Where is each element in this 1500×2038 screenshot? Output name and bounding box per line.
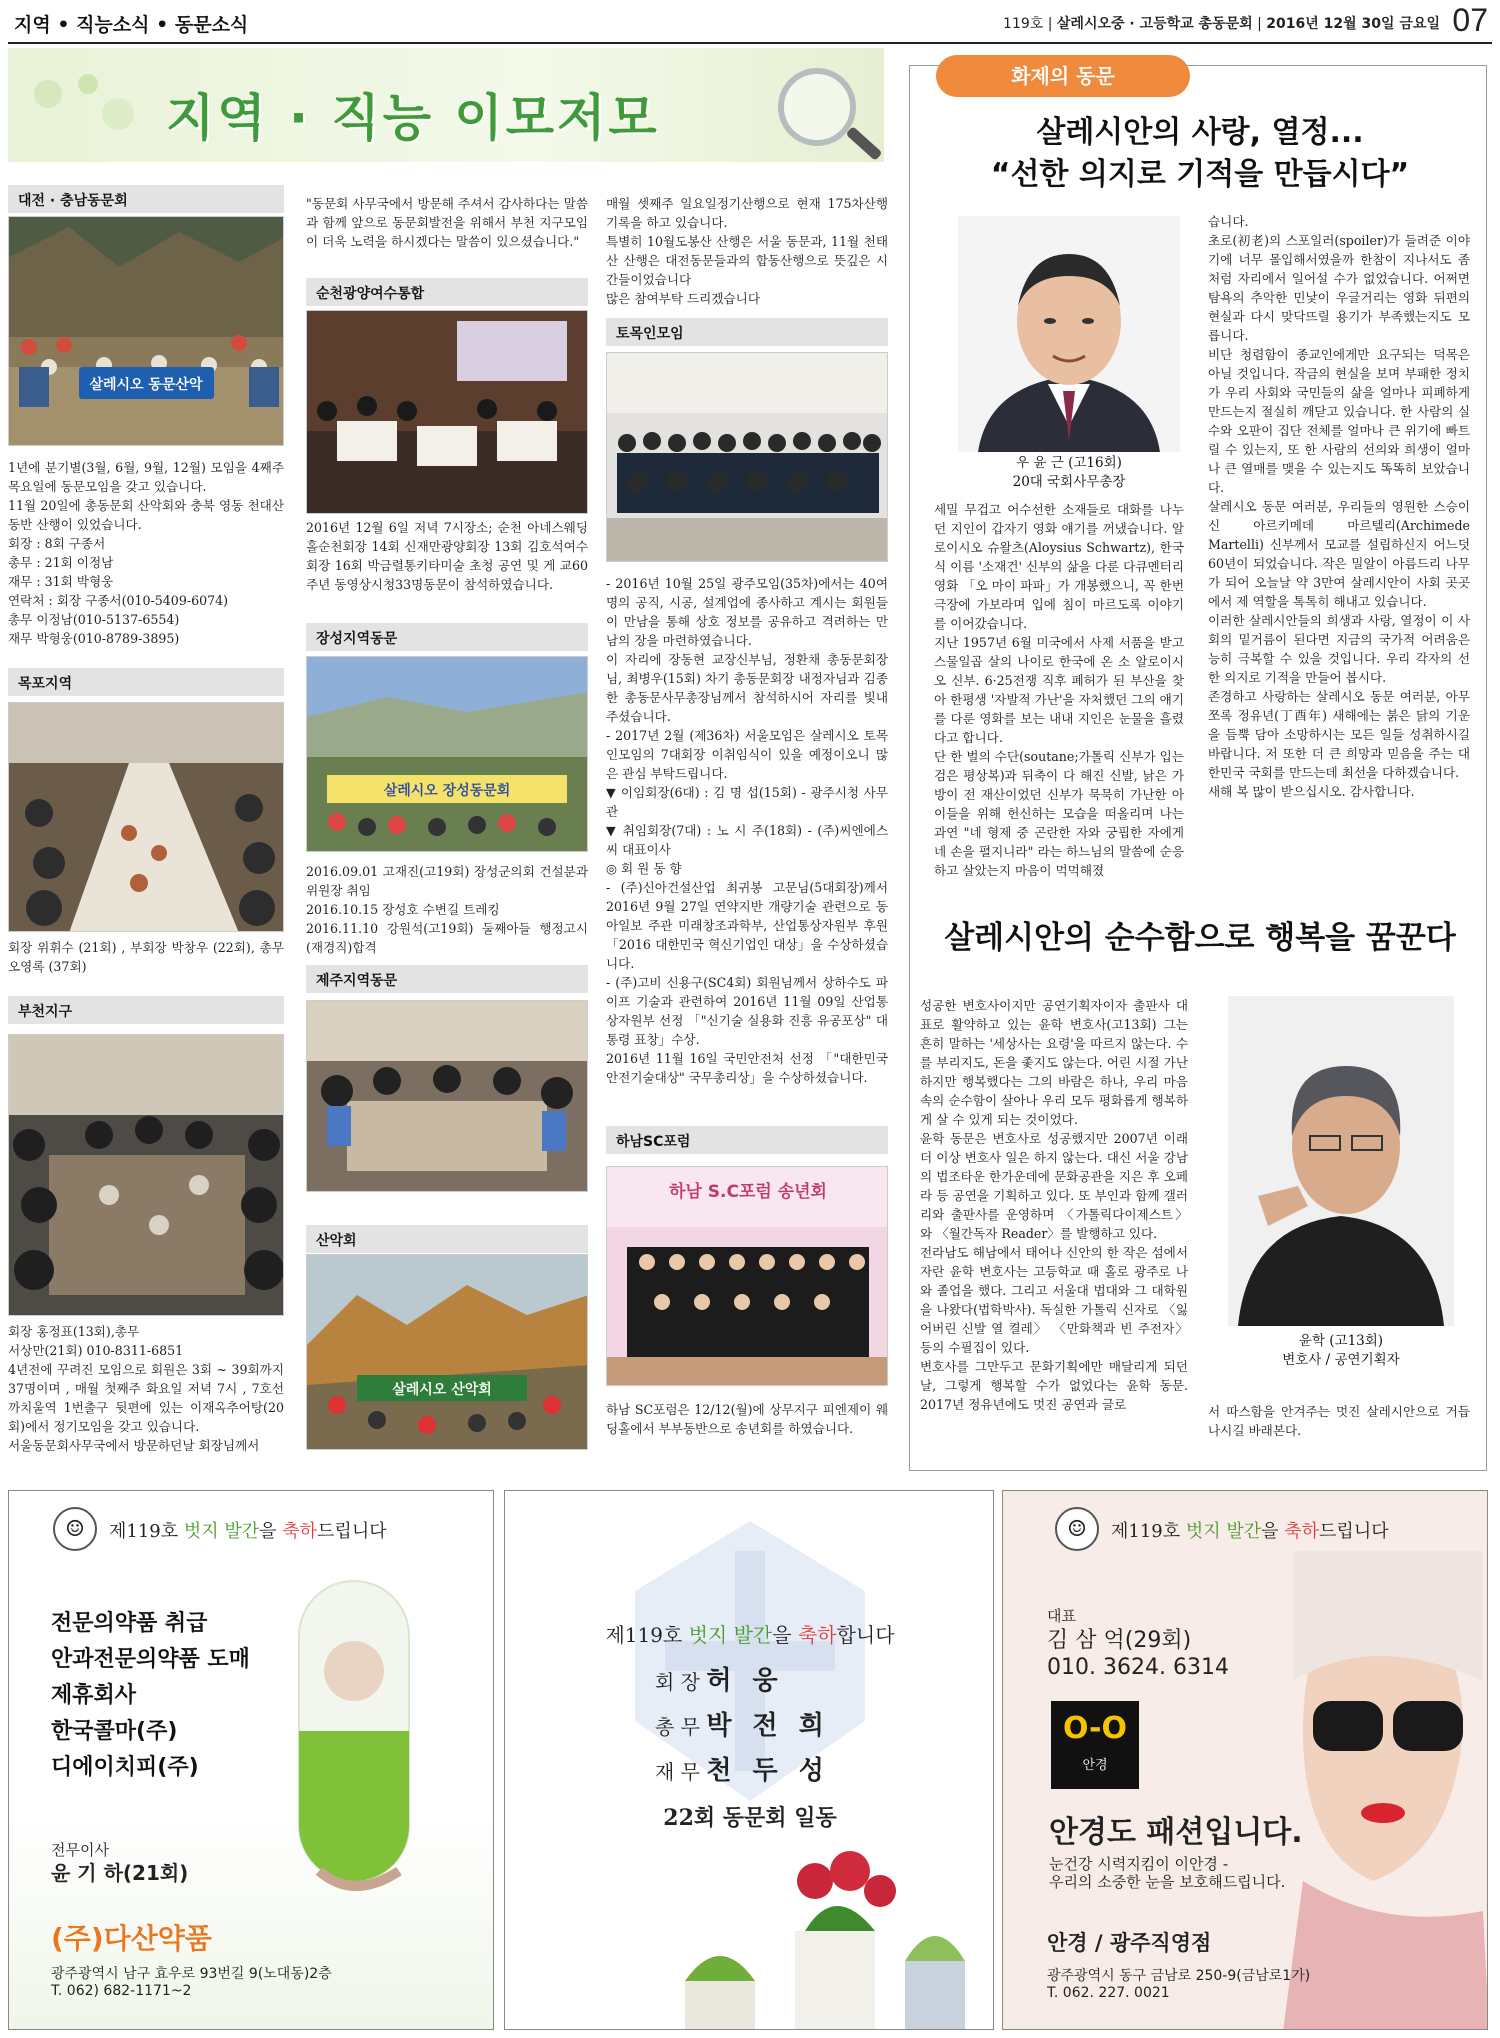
label-jangseong: 장성지역동문 <box>306 623 588 651</box>
feature-headline: 살레시안의 사랑, 열정... “선한 의지로 기적을 만듭시다” <box>990 115 1410 192</box>
text-tokmok: - 2016년 10월 25일 광주모임(35차)에서는 40여 명의 공직, 시공, 설계업에 종사하고 계시는 회원들이 만남을 통해 상호 정보를 공유하고 격려하는 만남의 장을 마련하였습니다. 이 자리에 장동현 교장신부님, 정환채 총동문회장님, 최병우(15회) 차기 총동문회장 내정자님과 김종한 총동문사무총장님께서 참석하시어 자리를 빛내 주셨습니다. - 2017년 2월 (제36차) 서울모임은 살레시오 토목인모임의 7대회장 이취임식이 있을 예정이오니 많은 관심 부탁드립니다. ▼ 이임회장(6대) : 김 명 섭(15회) - 광주시청 사무관 ▼ 취임회장(7대) : 노 시 주(18회) - (주)씨엔에스씨 대표이사 ◎ 회 원 동 향 - (주)신아건설산업 최귀봉 고문님(5대회장)께서 2016년 9월 27일 연약지반 개량기술 관련으로 동아일보 주관 미래창조과학부, 산업통상자원부 후원 「2016 대한민국 혁신기업인 대상」을 수상하셨습니다. - (주)고비 신용구(SC4회) 회원님께서 상하수도 파이프 기술과 관련하여 2016년 11월 09일 산업통상자원부 선정 「"신기술 실용화 진흥 유공포상" 대통령 표창」수상. 2016년 11월 16일 국민안전처 선정 「"대한민국 안전기술대상" 국무총리상」을 수상하셨습니다. <box>606 576 888 1085</box>
text-suncheon: 2016년 12월 6일 저녁 7시장소; 순천 아네스웨딩 홀순천회장 14회 신재만광양회장 13회 김호석여수회장 16회 박금렬통키타미술 초청 공연 및 게 교60주년 동영상시청33명동문이 참석하였습니다. <box>306 520 588 592</box>
photo-suncheon-event <box>306 310 588 514</box>
model-sunglasses-image <box>1263 1551 1488 2030</box>
officer-row: 총 무 박 전 희 <box>655 1711 830 1741</box>
text-sanak: 매월 셋째주 일요일정기산행으로 현재 175차산행기록을 하고 있습니다. 특별히 10월도봉산 산행은 서울 동문과, 11월 천태산 산행은 대전동문들과의 합동산행으로 뜻깊은 시간들이었습니다 많은 참여부탁 드리겠습니다 <box>606 196 888 306</box>
photo-mokpo-dinner <box>8 702 284 932</box>
caption-yoon: 윤학 (고13회) 변호사 / 공연기획자 <box>1282 1333 1400 1368</box>
label-daejeon: 대전 · 충남동문회 <box>8 185 284 213</box>
ad-congrats-head: 제119호 벗지 발간을 축하드립니다 <box>1111 1521 1389 1542</box>
portrait-yoon-hak <box>1228 996 1454 1326</box>
banner-title: 지역 · 직능 이모저모 <box>166 89 660 147</box>
ad-22th-alumni <box>504 1490 994 2030</box>
ad3-rep-label: 대표 <box>1047 1607 1076 1625</box>
flower-pots-icon <box>655 1841 985 2030</box>
section-title: 지역 • 직능소식 • 동문소식 <box>14 14 249 36</box>
text-bucheon: 회장 홍정표(13회),총무 서상만(21회) 010-8311-6851 4년전에 꾸려진 모임으로 회원은 3회 ~ 39회까지 37명이며 , 매월 첫째주 화요일 저녁 7시 , 7호선 까치울역 1번출구 뒷편에 있는 이재옥추어탕(20회)에서 정기모임을 갖고 있습니다. 서울동문회사무국에서 방문하던날 회장님께서 <box>8 1324 284 1453</box>
ad3-tel: T. 062. 227. 0021 <box>1047 1985 1170 2001</box>
text-hanam: 하남 SC포럼은 12/12(월)에 상무지구 피엔제이 웨딩홀에서 부부동반으로 송년회를 하였습니다. <box>606 1402 888 1436</box>
ad1-tel: T. 062) 682-1171~2 <box>51 1983 192 1999</box>
ad2-officers <box>655 1659 830 1794</box>
feature-text-left: 세밀 무겁고 어수선한 소재들로 대화를 나누던 지인이 갑자기 영화 얘기를 꺼냈습니다. 알로이시오 슈왈츠(Aloysius Schwartz), 한국식 이름 '소재건' 신부의 삶을 다룬 다큐멘터리 영화 「오 마이 파파」가 개봉했으니, 꼭 한번 극장에 가보라며 입에 침이 마르도록 이야기를 이어갔습니다. 지난 1957년 6월 미국에서 사제 서품을 받고 스물일곱 살의 나이로 한국에 온 소 알로이시오 신부. 6·25전쟁 직후 폐허가 된 부산을 찾아 한평생 '자발적 가난'을 자처했던 그의 얘기를 다룬 영화를 보는 내내 지인은 눈물을 흘렸다고 합니다. 단 한 벌의 수단(soutane;가톨릭 신부가 입는 검은 평상복)과 뒤축이 다 해진 신발, 낡은 가방이 전 재산이었던 신부가 묵묵히 가난한 아이들을 위해 헌신하는 모습을 떠올리며 나는 과연 "네 형제 중 곤란한 자와 궁핍한 자에게 네 손을 펼지니라" 라는 하느님의 말씀에 순응하고 살았는지 마음이 먹먹해졌 <box>934 502 1184 878</box>
label-bucheon: 부천지구 <box>8 996 284 1024</box>
ad3-rep-name: 김 삼 억(29회) <box>1047 1628 1192 1653</box>
ad1-name: 윤 기 하(21회) <box>51 1861 189 1885</box>
eyewear-logo-sub: 안경 <box>1082 1758 1108 1773</box>
photo-banner-text: 하남 S.C포럼 송년회 <box>669 1182 827 1202</box>
ad-eyewear <box>1002 1490 1488 2030</box>
officer-row: 회 장 허 웅 <box>655 1666 784 1696</box>
photo-hanam-yearend <box>606 1166 888 1386</box>
alumni-badge-icon: ☺ <box>1055 1507 1099 1551</box>
label-mokpo: 목포지역 <box>8 668 284 696</box>
feature-headline-2: 살레시안의 순수함으로 행복을 꿈꾼다 <box>944 920 1456 956</box>
label-jeju: 제주지역동문 <box>306 965 588 993</box>
label-tokmok: 토목인모임 <box>606 318 888 346</box>
ad1-address: 광주광역시 남구 효우로 93번길 9(노대동)2층 <box>51 1966 332 1982</box>
eyewear-logo-mark: O-O <box>1062 1711 1127 1746</box>
alumni-badge-icon: ☺ <box>53 1507 97 1551</box>
capsule-icon <box>259 1571 459 1911</box>
section-banner <box>8 48 884 162</box>
header-rule <box>8 42 1492 44</box>
ad1-role: 전무이사 <box>51 1841 109 1859</box>
feature-text-2: 성공한 변호사이지만 공연기획자이자 출판사 대표로 활약하고 있는 윤학 변호사(고13회) 그는 흔히 말하는 '세상사는 요령'을 따르지 않는다. 수를 부리지도, 돈을 좇지도 않는다. 어린 시절 가난하지만 행복했다는 그의 바람은 하나, 우리 마음속의 순수함이 살아나 우리 모두 평화롭게 행복하게 살 수 있게 되는 것이었다. 윤학 동문은 변호사로 성공했지만 2007년 이래 더 이상 변호사 일은 하지 않는다. 대신 서울 강남의 법조타운 한가운데에 문화공관을 지은 후 오페라 등 공연을 기획하고 있다. 또 부인과 함께 갤러리와 출판사를 운영하며 〈가톨릭다이제스트〉와 〈월간독자 Reader〉를 발행하고 있다. 전라남도 해남에서 태어나 신안의 한 작은 섬에서 자란 윤학 변호사는 고등학교 때 홀로 광주로 나와 졸업을 했다. 그리고 서울대 법대와 그 대학원을 나왔다(법학박사). 독실한 가톨릭 신자로 〈잃어버린 신발 열 켤레〉 〈만화책과 빈 주전자〉 등의 수필집이 있다. 변호사를 그만두고 문화기획에만 매달리게 되던 날, 그렇게 행복할 수가 없었다는 윤학 동문. 2017년 정유년에도 멋진 공연과 글로 <box>920 998 1188 1412</box>
label-sanak: 산악회 <box>306 1225 588 1253</box>
ad1-company: (주)다산약품 <box>51 1922 212 1955</box>
label-suncheon: 순천광양여수통합 <box>306 278 588 306</box>
photo-jeju-dinner <box>306 1000 588 1192</box>
magnifier-icon <box>778 68 856 146</box>
caption-woo: 우 윤 근 (고16회) 20대 국회사무총장 <box>1012 455 1126 490</box>
officer-row: 재 무 천 두 성 <box>655 1756 830 1786</box>
paper-name: 살레시오중 · 고등학교 총동문회 <box>1056 16 1253 32</box>
ad3-address: 광주광역시 동구 금남로 250-9(금남로1가) <box>1047 1968 1311 1984</box>
ad1-product-lines: 전문의약품 취급 안과전문의약품 도매 제휴회사 한국콜마(주) 디에이치피(주) <box>51 1611 250 1780</box>
text-jangseong: 2016.09.01 고재진(고19회) 장성군의회 건설분과 위원장 취임 2016.10.15 장성호 수변길 트레킹 2016.11.10 강원석(고19회) 둘째아들 행정고시(재경직)합격 <box>306 864 588 955</box>
ad-congrats-head: 제119호 벗지 발간을 축하합니다 <box>605 1623 895 1647</box>
ad-congrats-head: 제119호 벗지 발간을 축하드립니다 <box>109 1521 387 1542</box>
photo-banner-text: 살레시오 동문산악 <box>89 377 203 393</box>
photo-banner-text: 살레시오 산악회 <box>392 1382 492 1398</box>
text-daejeon: 1년에 분기별(3월, 6월, 9월, 12월) 모임을 4째주 목요일에 동문모임을 갖고 있습니다. 11월 20일에 총동문회 산악회와 충북 영동 천대산 동반 산행이 있었습니다. 회장 : 8회 구종서 총무 : 21회 이정남 재무 : 31회 박형웅 연락처 : 회장 구종서(010-5409-6074) 총무 이정남(010-5137-6554) 재무 박형웅(010-8789-3895) <box>8 460 284 646</box>
ad2-footer: 22회 동문회 일동 <box>663 1805 837 1831</box>
ad3-sub1: 눈건강 시력지킴이 이안경 - <box>1049 1855 1229 1873</box>
ad3-rep-tel: 010. 3624. 6314 <box>1047 1655 1229 1680</box>
photo-daejeon-group <box>8 216 284 446</box>
magnifier-handle <box>845 126 882 161</box>
ad3-brand: 안경 / 광주직영점 <box>1047 1931 1212 1955</box>
feature-text-right: 습니다. 초로(初老)의 스포일러(spoiler)가 들려준 이야기에 너무 몰입해서였을까 한참이 지나서도 좀처럼 자리에서 일어설 수가 없었습니다. 어쩌면 탐욕의 추악한 민낯이 우글거리는 영화 뒤편의 현실과 다시 맞닥뜨릴 용기가 부족했는지도 모릅니다. 비단 청렴함이 종교인에게만 요구되는 덕목은 아닐 것입니다. 작금의 현실을 보며 부패한 정치가 우리 사회와 국민들의 삶을 얼마나 피폐하게 만드는지 절실히 깨닫고 있습니다. 한 사람의 실수와 오판이 집단 전체를 얼마나 큰 위기에 빠트릴 수 있는지, 또 한 사람의 선의와 희생이 얼마나 큰 열매를 맺을 수 있는지도 똑똑히 보았습니다. 살레시오 동문 여러분, 우리들의 영원한 스승이신 아르키메데 마르텔리(Archimede Martelli) 신부께서 모교를 설립하신지 어느덧 60년이 되었습니다. 작은 밀알이 아름드리 나무가 되어 오늘날 약 3만여 살레시안이 사회 곳곳에서 제 역할을 톡톡히 해내고 있습니다. 이러한 살레시안들의 희생과 사랑, 열정이 이 사회의 밑거름이 된다면 지금의 국가적 어려움은 능히 극복할 수 있을 것입니다. 우리 각자의 선한 의지로 기적을 만들어 봅시다. 존경하고 사랑하는 살레시오 동문 여러분, 아무쪼록 정유년(丁酉年) 새해에는 붉은 닭의 기운을 듬뿍 담아 소망하시는 모든 일들 성취하시길 바랍니다. 저 또한 더 큰 희망과 믿음을 주는 대한민국 국회를 만드는데 최선을 다하겠습니다. 새해 복 많이 받으십시오. 감사합니다. <box>1208 214 1470 799</box>
page-number: 07 <box>1452 2 1488 38</box>
photo-tokmok-group <box>606 352 888 562</box>
feature-text-2-end: 서 따스함을 안겨주는 멋진 살레시안으로 거듭나시길 바래본다. <box>1208 1404 1470 1438</box>
issue-number: 119호 <box>1003 16 1044 32</box>
feature-tag: 화제의 동문 <box>936 55 1190 97</box>
issue-info: 119호 | 살레시오중 · 고등학교 총동문회 | 2016년 12월 30일 금요일 <box>1003 16 1440 32</box>
ad3-sub2: 우리의 소중한 눈을 보호해드립니다. <box>1049 1873 1286 1891</box>
photo-sanak-group <box>306 1254 588 1450</box>
photo-bucheon-meeting <box>8 1034 284 1316</box>
ad-dasan-pharm <box>8 1490 494 2030</box>
leaf-decoration-icon <box>28 64 148 144</box>
text-mokpo: 회장 위휘수 (21회) , 부회장 박창우 (22회), 총무 오영록 (37회) <box>8 940 284 974</box>
issue-date: 2016년 12월 30일 금요일 <box>1266 16 1440 32</box>
eyewear-logo <box>1051 1701 1139 1789</box>
label-hanam: 하남SC포럼 <box>606 1126 888 1154</box>
portrait-woo-yoon-geun <box>958 216 1180 452</box>
photo-banner-text: 살레시오 장성동문회 <box>383 783 511 799</box>
text-bucheon-cont: "동문회 사무국에서 방문해 주셔서 감사하다는 말씀과 함께 앞으로 동문회발전을 위해서 부천 지구모임이 더욱 노력을 하시겠다는 말씀이 있으셨습니다." <box>306 196 588 249</box>
photo-jangseong-trekking <box>306 656 588 852</box>
ad3-headline: 안경도 패션입니다. <box>1049 1815 1303 1850</box>
